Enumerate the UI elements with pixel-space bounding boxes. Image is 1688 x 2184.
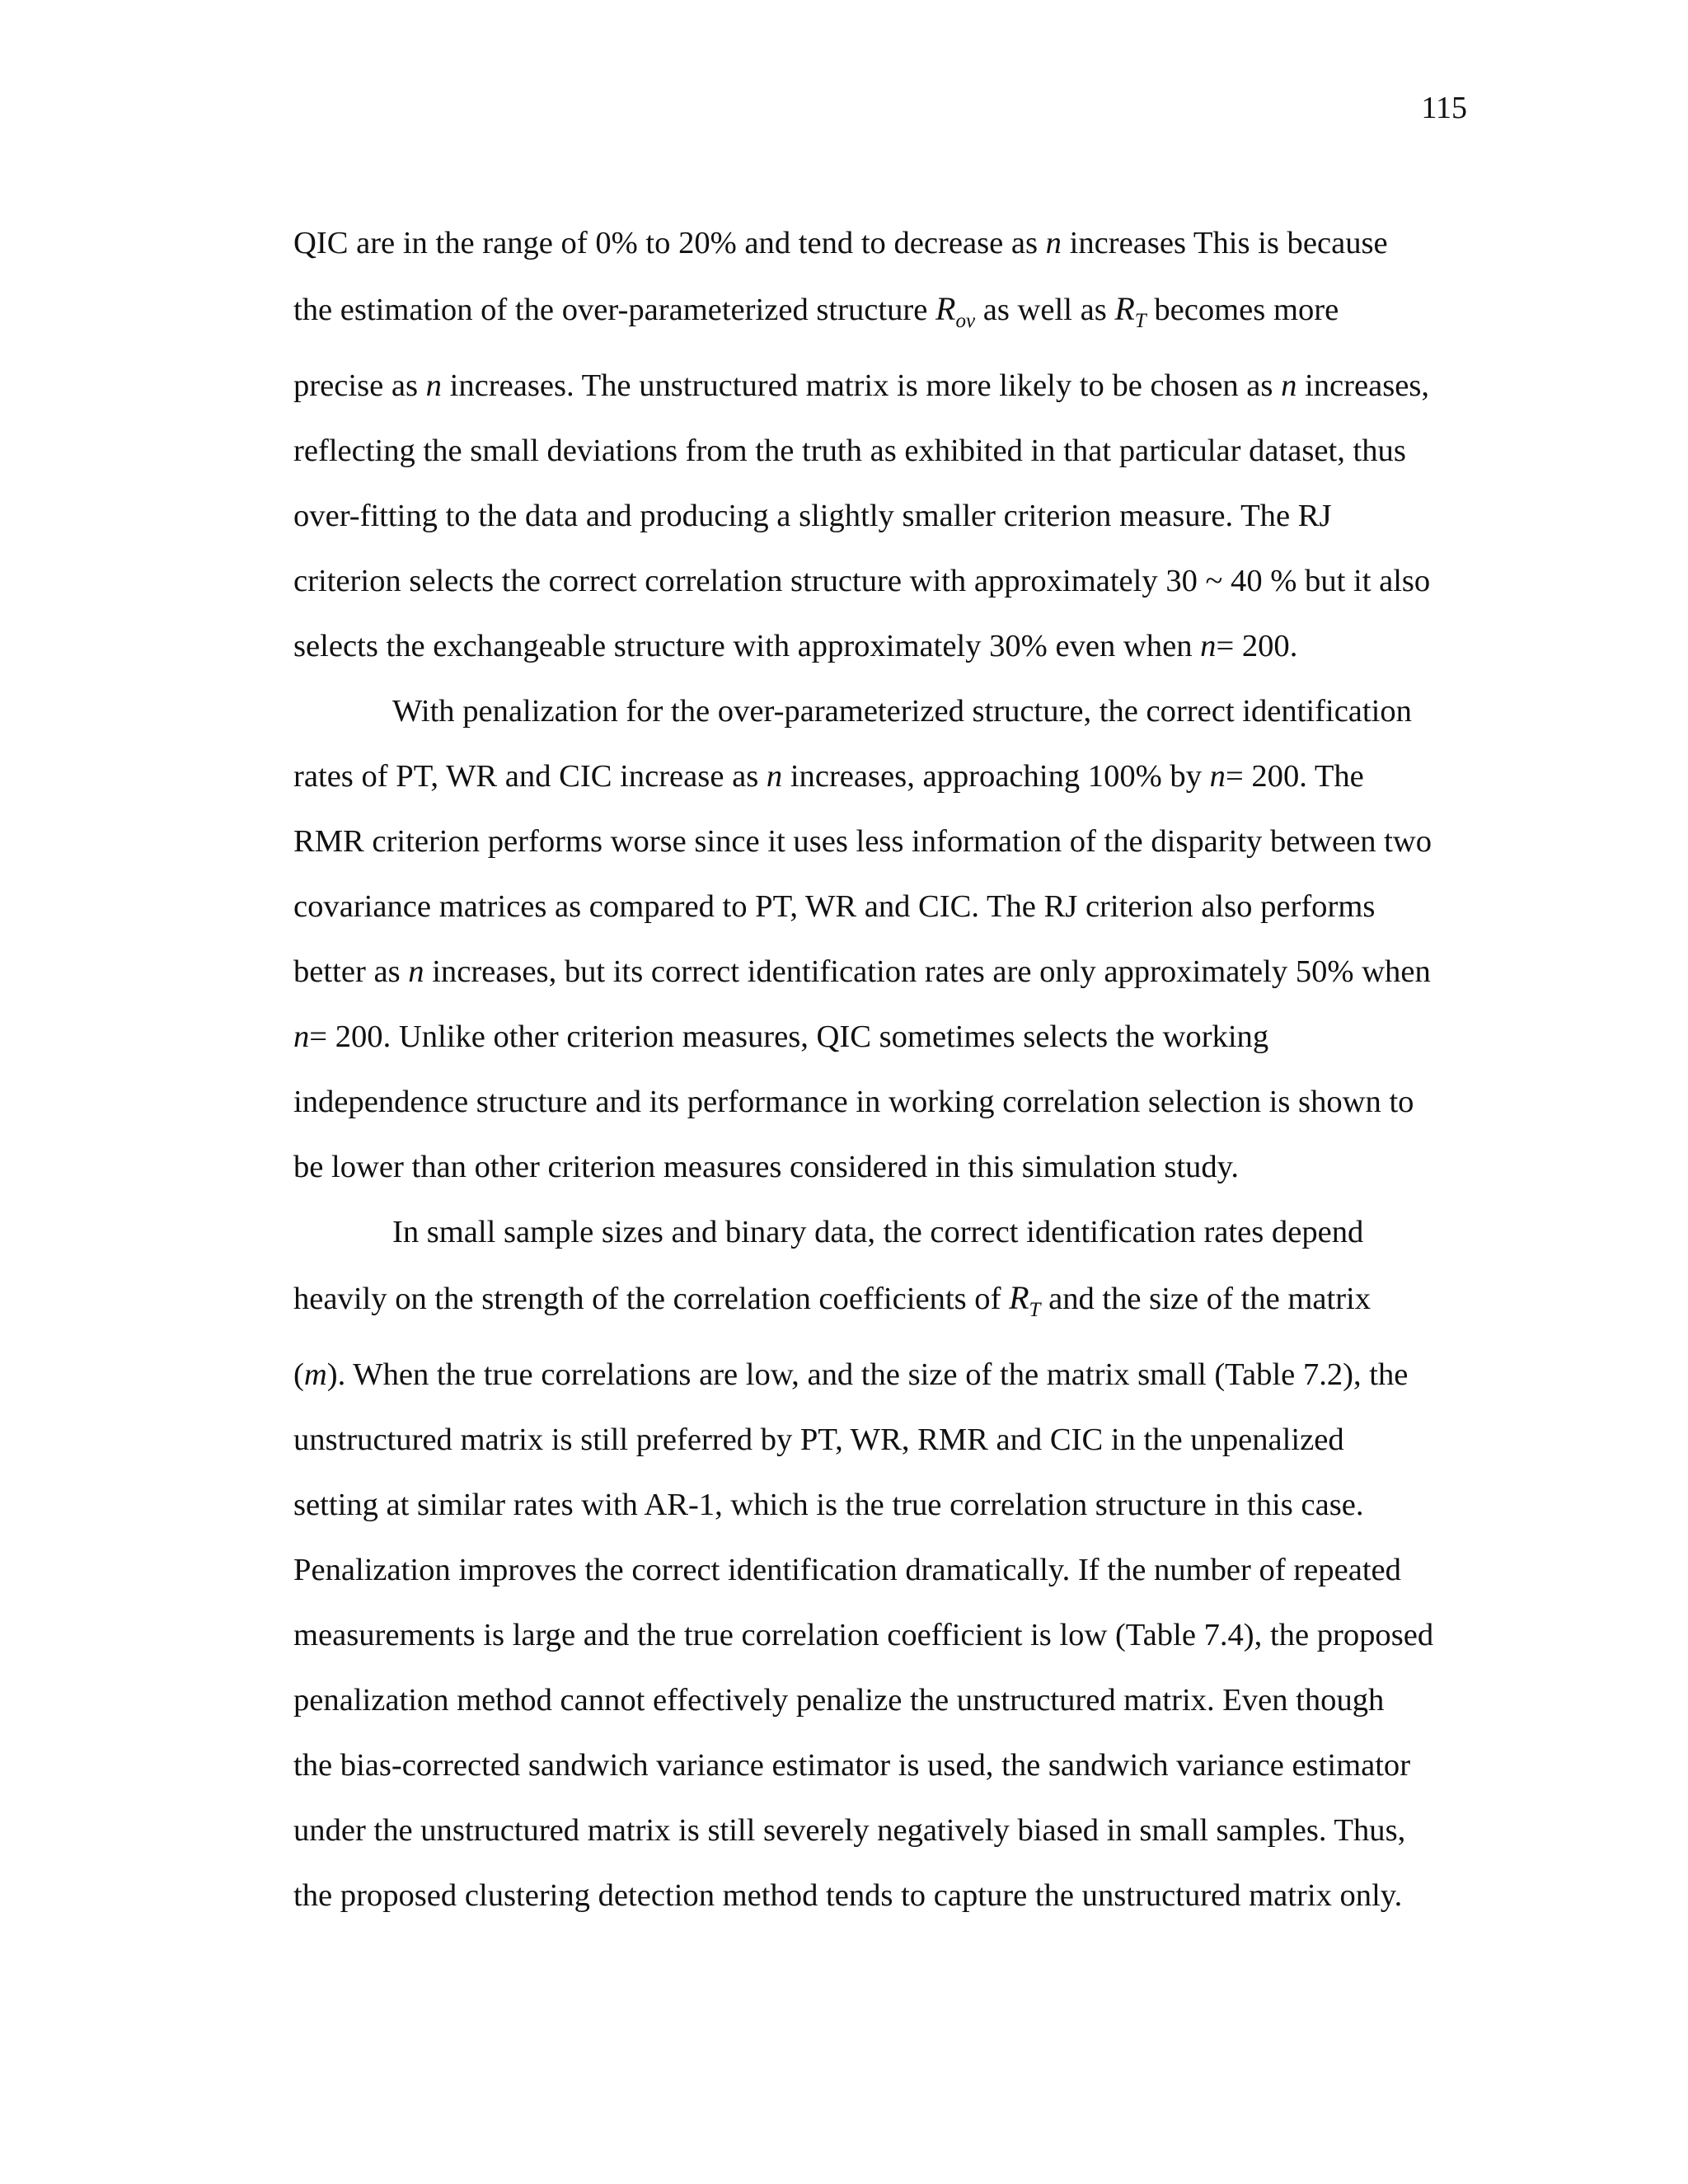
text-run: be lower than other criterion measures considered in this simulation study. — [293, 1150, 1240, 1184]
text-run: RMR criterion performs worse since it uses less information of the disparity between two — [293, 824, 1432, 859]
italic-variable: n — [408, 954, 424, 989]
text-run: the proposed clustering detection method tends to capture the unstructured matrix only. — [293, 1878, 1403, 1913]
text-run: In small sample sizes and binary data, the correct identification rates depend — [392, 1215, 1364, 1249]
text-run: penalization method cannot effectively penalize the unstructured matrix. Even though — [293, 1683, 1385, 1718]
text-run: under the unstructured matrix is still severely negatively biased in small samples. Thus, — [293, 1813, 1406, 1848]
math-base: R — [1114, 290, 1135, 327]
text-line — [293, 276, 1472, 354]
text-line — [293, 354, 1472, 419]
text-line — [293, 1668, 1472, 1733]
text-run: selects the exchangeable structure with approximately 30% even when — [293, 629, 1201, 663]
text-run: heavily on the strength of the correlation coefficients of — [293, 1282, 1010, 1316]
text-run: = 200. Unlike other criterion measures, QIC sometimes selects the working — [309, 1019, 1269, 1054]
text-run: With penalization for the over-parameterized structure, the correct identification — [392, 694, 1412, 729]
paragraph — [293, 679, 1472, 1200]
text-line — [293, 1135, 1472, 1200]
math-base: R — [1009, 1279, 1029, 1316]
text-line — [293, 1538, 1472, 1603]
italic-variable: n — [1045, 226, 1062, 260]
text-run: = 200. The — [1225, 759, 1364, 794]
italic-variable: m — [303, 1357, 327, 1392]
text-run: unstructured matrix is still preferred by PT, WR, RMR and CIC in the unpenalized — [293, 1422, 1344, 1457]
text-run: over-fitting to the data and producing a slightly smaller criterion measure. The RJ — [293, 499, 1332, 533]
paragraph — [293, 211, 1472, 679]
page-number: 115 — [1421, 91, 1467, 125]
text-line — [293, 1863, 1472, 1929]
text-line — [293, 940, 1472, 1005]
text-line — [293, 1343, 1472, 1408]
text-run: precise as — [293, 368, 426, 403]
text-line — [293, 549, 1472, 614]
italic-variable: n — [1281, 368, 1297, 403]
text-run: criterion selects the correct correlation structure with approximately 30 ~ 40 % but it also — [293, 564, 1431, 598]
paragraph — [293, 1200, 1472, 1929]
text-line — [293, 484, 1472, 549]
text-run: the bias-corrected sandwich variance estimator is used, the sandwich variance estimator — [293, 1748, 1411, 1783]
body-text — [293, 211, 1472, 1929]
text-run: = 200. — [1216, 629, 1298, 663]
text-run: ). When the true correlations are low, and the size of the matrix small (Table 7.2), the — [326, 1357, 1409, 1392]
text-run: independence structure and its performance in working correlation selection is shown to — [293, 1085, 1414, 1119]
text-line — [293, 809, 1472, 874]
math-subscript: T — [1029, 1299, 1041, 1321]
math-symbol — [935, 290, 976, 332]
text-run: covariance matrices as compared to PT, WR and CIC. The RJ criterion also performs — [293, 889, 1376, 924]
text-run: increases. The unstructured matrix is more likely to be chosen as — [441, 368, 1282, 403]
text-line — [293, 1070, 1472, 1135]
text-line — [293, 419, 1472, 484]
math-symbol — [1009, 1279, 1041, 1321]
italic-variable: n — [425, 368, 442, 403]
italic-variable: n — [766, 759, 783, 794]
text-run: increases, but its correct identification rates are only approximately 50% when — [424, 954, 1431, 989]
text-run: ( — [293, 1357, 304, 1392]
text-run: the estimation of the over-parameterized structure — [293, 293, 936, 327]
text-run: becomes more — [1146, 293, 1339, 327]
text-line — [293, 744, 1472, 809]
text-run: increases This is because — [1061, 226, 1388, 260]
text-run: as well as — [975, 293, 1115, 327]
text-line — [293, 679, 1472, 744]
text-run: setting at similar rates with AR-1, which is the true correlation structure in this case. — [293, 1488, 1364, 1522]
text-run: rates of PT, WR and CIC increase as — [293, 759, 767, 794]
text-line — [293, 1265, 1472, 1343]
math-subscript: ov — [955, 310, 976, 332]
italic-variable: n — [1209, 759, 1226, 794]
text-run: better as — [293, 954, 409, 989]
text-line — [293, 1733, 1472, 1798]
math-subscript: T — [1134, 310, 1146, 332]
italic-variable: n — [1200, 629, 1217, 663]
italic-variable: n — [293, 1019, 310, 1054]
text-line — [293, 1798, 1472, 1863]
text-line — [293, 614, 1472, 679]
text-run: measurements is large and the true correlation coefficient is low (Table 7.4), the proposed — [293, 1618, 1434, 1652]
text-run: increases, approaching 100% by — [782, 759, 1210, 794]
math-base: R — [935, 290, 956, 327]
text-line — [293, 211, 1472, 276]
text-line — [293, 1473, 1472, 1538]
text-run: reflecting the small deviations from the truth as exhibited in that particular dataset, thus — [293, 434, 1406, 468]
text-line — [293, 1408, 1472, 1473]
text-line — [293, 874, 1472, 940]
text-line — [293, 1200, 1472, 1265]
text-run: QIC are in the range of 0% to 20% and tend to decrease as — [293, 226, 1046, 260]
text-line — [293, 1603, 1472, 1668]
text-run: increases, — [1296, 368, 1430, 403]
text-run: and the size of the matrix — [1040, 1282, 1372, 1316]
text-run: Penalization improves the correct identification dramatically. If the number of repeated — [293, 1553, 1401, 1587]
text-line — [293, 1005, 1472, 1070]
math-symbol — [1114, 290, 1146, 332]
